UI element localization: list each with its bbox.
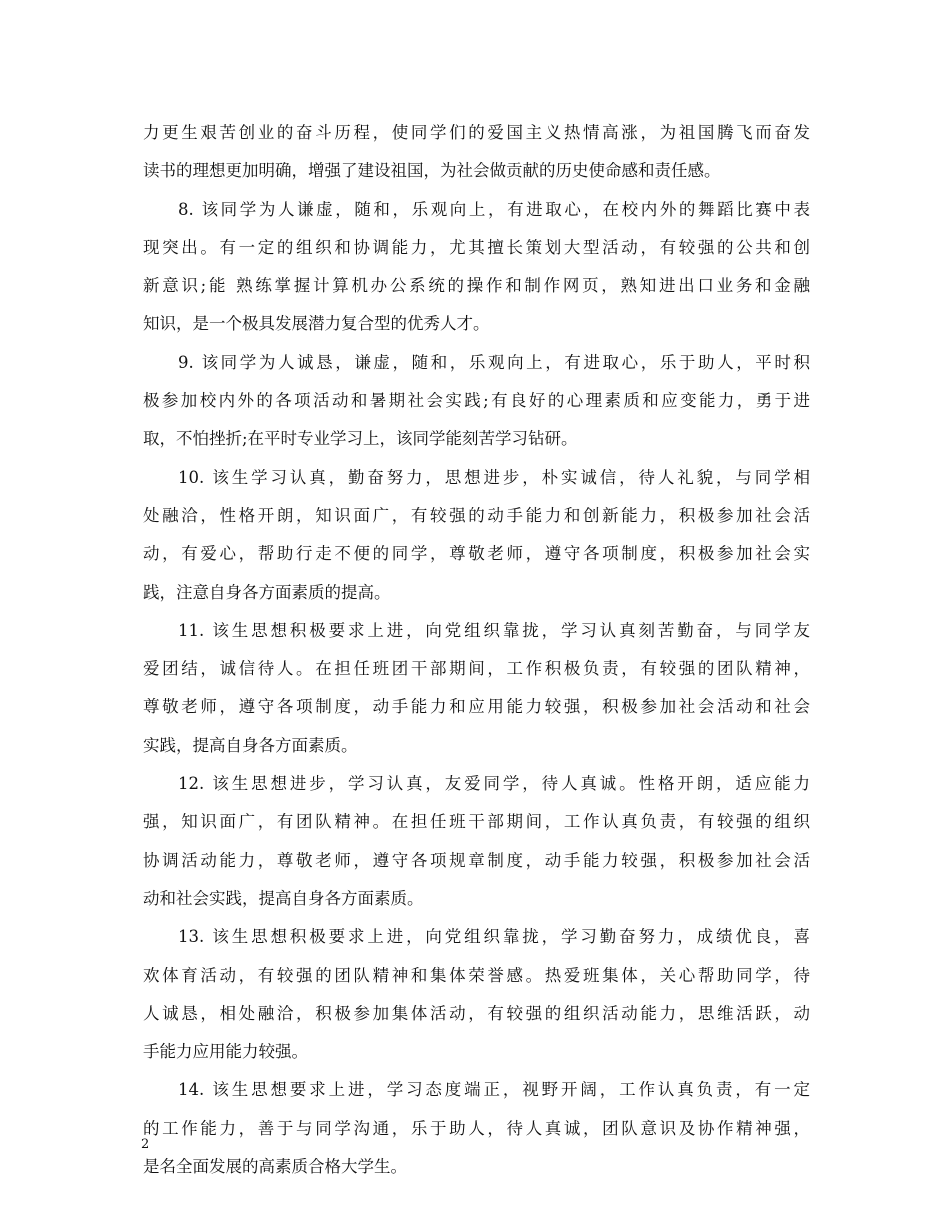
text-line: 手能力应用能力较强。 — [143, 1042, 308, 1062]
text-line: 爱团结，诚信待人。在担任班团干部期间，工作积极负责，有较强的团队精神， — [143, 659, 810, 679]
text-line: 人诚恳，相处融洽，积极参加集体活动，有较强的组织活动能力，思维活跃，动 — [143, 1003, 810, 1023]
text-line: 13. 该生思想积极要求上进，向党组织靠拢，学习勤奋努力，成绩优良，喜 — [178, 927, 810, 947]
paragraph-item-8 — [143, 191, 810, 344]
paragraph-item-14 — [143, 1071, 810, 1186]
text-line: 14. 该生思想要求上进，学习态度端正，视野开阔，工作认真负责，有一定 — [178, 1080, 810, 1100]
text-line: 动，有爱心，帮助行走不便的同学，尊敬老师，遵守各项制度，积极参加社会实 — [143, 544, 810, 564]
text-line: 强，知识面广，有团队精神。在担任班干部期间，工作认真负责，有较强的组织 — [143, 812, 810, 832]
text-line: 知识，是一个极具发展潜力复合型的优秀人才。 — [143, 314, 490, 334]
text-line: 现突出。有一定的组织和协调能力，尤其擅长策划大型活动，有较强的公共和创 — [143, 237, 810, 257]
text-line: 11. 该生思想积极要求上进，向党组织靠拢，学习认真刻苦勤奋，与同学友 — [178, 620, 810, 640]
text-line: 欢体育活动，有较强的团队精神和集体荣誉感。热爱班集体，关心帮助同学，待 — [143, 965, 810, 985]
text-line: 取，不怕挫折;在平时专业学习上，该同学能刻苦学习钻研。 — [143, 429, 578, 449]
paragraph-item-11 — [143, 612, 810, 765]
text-line: 践，注意自身各方面素质的提高。 — [143, 582, 391, 602]
text-line: 实践，提高自身各方面素质。 — [143, 735, 358, 755]
paragraph-item-10 — [143, 459, 810, 612]
text-line: 读书的理想更加明确，增强了建设祖国，为社会做贡献的历史使命感和责任感。 — [143, 161, 721, 181]
paragraph-item-9 — [143, 344, 810, 459]
paragraph-item-12 — [143, 765, 810, 918]
text-line: 协调活动能力，尊敬老师，遵守各项规章制度，动手能力较强，积极参加社会活 — [143, 850, 810, 870]
text-line: 9. 该同学为人诚恳，谦虚，随和，乐观向上，有进取心，乐于助人，平时积 — [178, 352, 810, 372]
paragraph-item-13 — [143, 918, 810, 1071]
text-line: 是名全面发展的高素质合格大学生。 — [143, 1157, 407, 1177]
text-line: 12. 该生思想进步，学习认真，友爱同学，待人真诚。性格开朗，适应能力 — [178, 774, 810, 794]
text-line: 力更生艰苦创业的奋斗历程，使同学们的爱国主义热情高涨，为祖国腾飞而奋发 — [143, 123, 810, 142]
text-line: 处融洽，性格开朗，知识面广，有较强的动手能力和创新能力，积极参加社会活 — [143, 505, 810, 525]
paragraph-continued — [143, 114, 810, 191]
text-line: 新意识;能 熟练掌握计算机办公系统的操作和制作网页，熟知进出口业务和金融 — [143, 276, 810, 296]
document-body — [143, 114, 810, 1186]
text-line: 的工作能力，善于与同学沟通，乐于助人，待人真诚，团队意识及协作精神强， — [143, 1118, 810, 1138]
text-line: 8. 该同学为人谦虚，随和，乐观向上，有进取心，在校内外的舞蹈比赛中表 — [178, 199, 810, 219]
text-line: 极参加校内外的各项活动和暑期社会实践;有良好的心理素质和应变能力，勇于进 — [143, 391, 810, 411]
page-number: 2 — [141, 1137, 150, 1152]
text-line: 动和社会实践，提高自身各方面素质。 — [143, 888, 424, 908]
text-line: 尊敬老师，遵守各项制度，动手能力和应用能力较强，积极参加社会活动和社会 — [143, 697, 810, 717]
text-line: 10. 该生学习认真，勤奋努力，思想进步，朴实诚信，待人礼貌，与同学相 — [178, 467, 810, 487]
